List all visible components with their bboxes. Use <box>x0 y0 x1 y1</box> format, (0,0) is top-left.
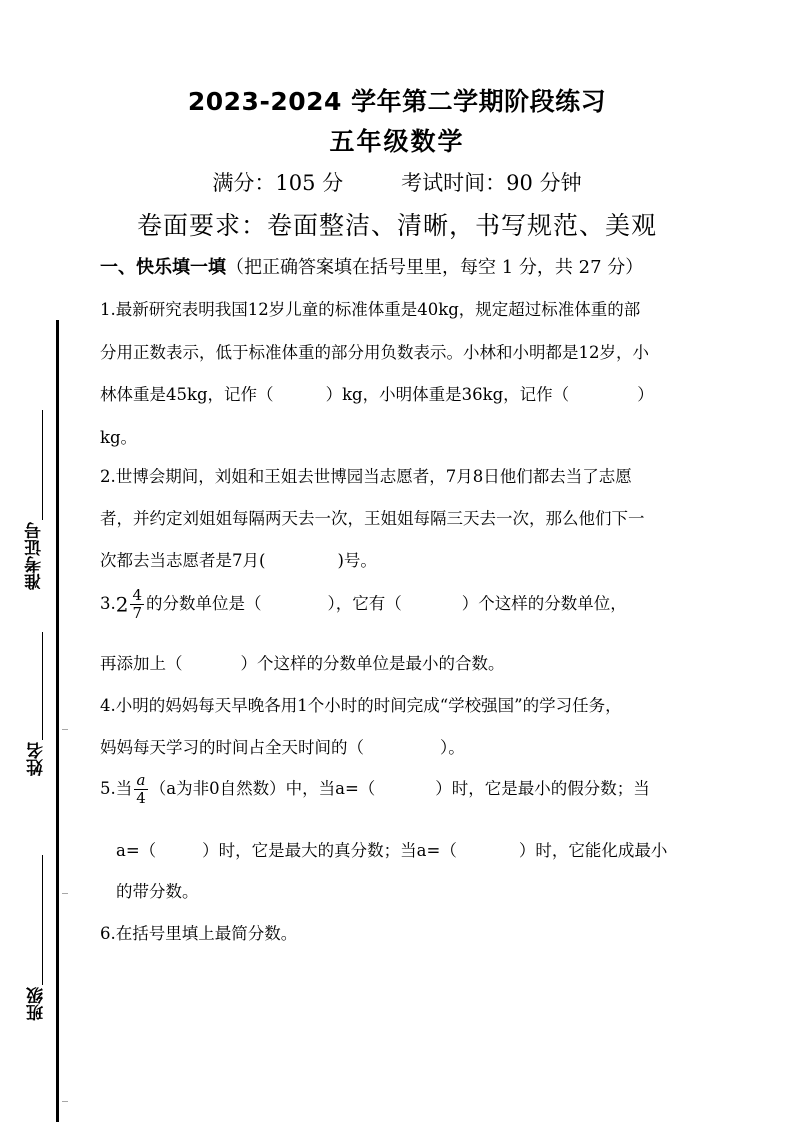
q4-line1: 4.小明的妈妈每天早晚各用1个小时的时间完成“学校强国”的学习任务， <box>100 696 622 715</box>
binding-line <box>56 320 59 1122</box>
q5-line3: 的带分数。 <box>116 882 199 901</box>
binding-mark: ― <box>62 890 68 897</box>
class-label: 班级 <box>27 987 47 1021</box>
full-score: 满分：105 分 <box>212 171 344 195</box>
q4-line2: 妈妈每天学习的时间占全天时间的（ ）。 <box>100 738 465 757</box>
mixed-number-fraction: $\frac{4}{7}$ <box>132 586 143 622</box>
q2-line2: 者，并约定刘姐姐每隔两天去一次，王姐姐每隔三天去一次，那么他们下一 <box>100 509 645 528</box>
name-underline[interactable] <box>42 632 43 740</box>
q2-line1: 2.世博会期间，刘姐和王姐去世博园当志愿者，7月8日他们都去当了志愿 <box>100 467 632 486</box>
section-note: （把正确答案填在括号里里，每空 1 分，共 27 分） <box>226 257 644 278</box>
section-heading <box>100 253 643 279</box>
section-title: 一、快乐填一填 <box>100 257 226 278</box>
exam-meta <box>0 167 794 197</box>
q3-line1: 3.2 $\frac{4}{7}$ 的分数单位是（ ），它有（ ）个这样的分数单位， <box>100 586 627 622</box>
fraction-a-over-4: $\frac{a}{4}$ <box>136 771 146 807</box>
q1-line2: 分用正数表示，低于标准体重的部分用负数表示。小林和小明都是12岁，小 <box>100 343 649 362</box>
exam-id-label: 准考证号 <box>25 522 45 590</box>
paper-requirement: 卷面要求：卷面整洁、清晰，书写规范、美观 <box>136 211 657 240</box>
q2-line3: 次都去当志愿者是7月( )号。 <box>100 551 377 570</box>
q5-line1: 5.当 $\frac{a}{4}$ （a为非0自然数）中，当a=（ ）时，它是最小的假分数；当 <box>100 771 650 807</box>
q5-line2: a=（ ）时，它是最大的真分数；当a=（ ）时，它能化成最小 <box>116 841 668 860</box>
binding-mark: ― <box>62 726 68 733</box>
mixed-number-whole: 2 <box>115 592 129 617</box>
exam-time: 考试时间：90 分钟 <box>401 171 582 195</box>
q3-line2: 再添加上（ ）个这样的分数单位是最小的合数。 <box>100 654 505 673</box>
q1-line3: 林体重是45kg，记作（ ）kg，小明体重是36kg，记作（ ） <box>100 385 654 404</box>
page-title: 2023-2024 学年第二学期阶段练习 <box>187 87 607 116</box>
class-underline[interactable] <box>42 855 43 985</box>
q1-line1: 1.最新研究表明我国12岁儿童的标准体重是40kg，规定超过标准体重的部 <box>100 300 641 319</box>
page-subtitle: 五年级数学 <box>329 127 465 156</box>
name-label: 姓名 <box>27 742 47 776</box>
q6-line1: 6.在括号里填上最简分数。 <box>100 924 298 943</box>
exam-id-underline[interactable] <box>42 410 43 520</box>
binding-mark: ― <box>62 1098 68 1105</box>
q1-line4: kg。 <box>100 428 138 447</box>
